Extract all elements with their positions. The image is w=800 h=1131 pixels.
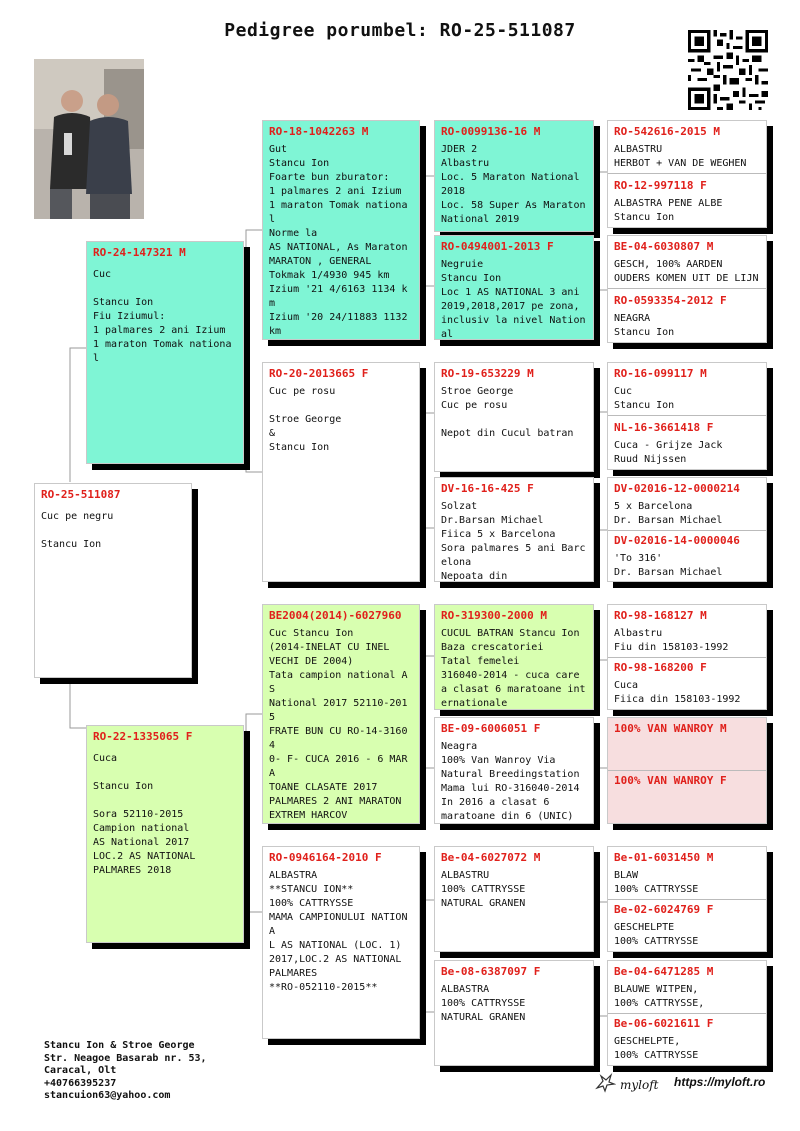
ggg-sire-entry[interactable] xyxy=(614,851,762,897)
pigeon-ring-id: Be-06-6021611 F xyxy=(614,1017,714,1030)
great-grandparent-card[interactable] xyxy=(434,960,594,1066)
pigeon-description: BLAUWE WITPEN, 100% CATTRYSSE, xyxy=(614,984,705,1009)
pigeon-ring-id: RO-25-511087 xyxy=(41,488,121,501)
pigeon-ring-id: RO-24-147321 M xyxy=(93,246,186,259)
ggg-sire-entry[interactable] xyxy=(614,609,762,655)
pigeon-description: ALBASTRA PENE ALBE Stancu Ion xyxy=(614,198,723,223)
ggg-dam-entry[interactable] xyxy=(614,903,762,949)
pigeon-description: GESCHELPTE, 100% CATTRYSSE xyxy=(614,1036,699,1061)
pigeon-ring-id: RO-98-168200 F xyxy=(614,661,707,674)
pigeon-ring-id: NL-16-3661418 F xyxy=(614,421,714,434)
pigeon-description: Negruie Stancu Ion Loc 1 AS NATIONAL 3 ani 2019,2018,2017 pe zona, inclusiv la nivel Nation al xyxy=(441,259,586,340)
pair-divider xyxy=(608,530,766,531)
myloft-bird-logo-icon xyxy=(594,1072,616,1098)
pigeon-ring-id: RO-20-2013665 F xyxy=(269,367,369,380)
great-grandparent-card[interactable] xyxy=(434,120,594,232)
ggg-pair-card[interactable] xyxy=(607,717,767,824)
ggg-dam-entry[interactable] xyxy=(614,774,762,792)
pigeon-ring-id: Be-02-6024769 F xyxy=(614,903,714,916)
grandparent-card[interactable] xyxy=(262,362,420,582)
pigeon-description: ALBASTRU HERBOT + VAN DE WEGHEN xyxy=(614,144,747,169)
pigeon-description: Cuca Fiica din 158103-1992 xyxy=(614,680,741,705)
pigeon-description: Albastru Fiu din 158103-1992 xyxy=(614,628,729,653)
pigeon-ring-id: Be-01-6031450 M xyxy=(614,851,714,864)
dam-card[interactable] xyxy=(86,725,244,943)
pigeon-description: 'To 316' Dr. Barsan Michael xyxy=(614,553,723,578)
pigeon-description: GESCH, 100% AARDEN OUDERS KOMEN UIT DE LIJN xyxy=(614,259,759,284)
myloft-logo xyxy=(594,1072,658,1098)
ggg-dam-entry[interactable] xyxy=(614,1017,762,1063)
pigeon-ring-id: RO-22-1335065 F xyxy=(93,730,193,743)
pigeon-ring-id: BE-04-6030807 M xyxy=(614,240,714,253)
pigeon-description: Cuc Stancu Ion Fiu Iziumul: 1 palmares 2 ani Izium 1 maraton Tomak national xyxy=(93,269,232,364)
pigeon-description: ALBASTRA 100% CATTRYSSE NATURAL GRANEN xyxy=(441,984,526,1023)
ggg-sire-entry[interactable] xyxy=(614,965,762,1011)
pigeon-ring-id: Be-08-6387097 F xyxy=(441,965,541,978)
ggg-pair-card[interactable] xyxy=(607,362,767,470)
ggg-sire-entry[interactable] xyxy=(614,125,762,171)
pigeon-ring-id: DV-02016-12-0000214 xyxy=(614,482,740,495)
pigeon-description: JDER 2 Albastru Loc. 5 Maraton National 2018 Loc. 58 Super As Maraton National 2019 xyxy=(441,144,586,225)
pigeon-description: NEAGRA Stancu Ion xyxy=(614,313,675,338)
pigeon-description: Stroe George Cuc pe rosu Nepot din Cucul batran xyxy=(441,386,574,439)
pigeon-description: GESCHELPTE 100% CATTRYSSE xyxy=(614,922,699,947)
ggg-pair-card[interactable] xyxy=(607,960,767,1066)
ggg-pair-card[interactable] xyxy=(607,604,767,710)
ggg-dam-entry[interactable] xyxy=(614,179,762,225)
pigeon-description: CUCUL BATRAN Stancu Ion Baza crescatoriei Tatal femelei 316040-2014 - cuca care a clasat 6 maratoane int ernationale xyxy=(441,628,586,709)
qr-code-icon xyxy=(688,30,768,110)
pigeon-description: Cuca Stancu Ion Sora 52110-2015 Campion national AS National 2017 LOC.2 AS NATIONAL PALMARES 2018 xyxy=(93,753,196,876)
pigeon-description: BLAW 100% CATTRYSSE xyxy=(614,870,699,895)
pair-divider xyxy=(608,415,766,416)
great-grandparent-card[interactable] xyxy=(434,235,594,340)
pigeon-description: Cuc Stancu Ion (2014-INELAT CU INEL VECHI DE 2004) Tata campion national AS National 2017 52110-2015 FRATE BUN CU RO-14-31604 0- F- CUCA 2016 - 6 MARA TOANE CLASATE 2017 PALMARES 2 ANI MARATON EXTREM HARCOV xyxy=(269,628,408,821)
breeder-contact: Stancu Ion & Stroe George Str. Neagoe Basarab nr. 53, Caracal, Olt +40766395237 stancuion63@yahoo.com xyxy=(44,1040,207,1101)
pigeon-description: Neagra 100% Van Wanroy Via Natural Breedingstation Mama lui RO-316040-2014 In 2016 a clasat 6 maratoane din 6 (UNIC) xyxy=(441,741,580,822)
logo-text: myloft xyxy=(620,1078,659,1092)
pigeon-ring-id: RO-98-168127 M xyxy=(614,609,707,622)
pair-divider xyxy=(608,657,766,658)
great-grandparent-card[interactable] xyxy=(434,604,594,710)
pigeon-ring-id: 100% VAN WANROY M xyxy=(614,722,727,735)
pigeon-ring-id: 100% VAN WANROY F xyxy=(614,774,727,787)
great-grandparent-card[interactable] xyxy=(434,362,594,472)
pigeon-ring-id: DV-02016-14-0000046 xyxy=(614,534,740,547)
ggg-pair-card[interactable] xyxy=(607,846,767,952)
ggg-sire-entry[interactable] xyxy=(614,240,762,286)
ggg-sire-entry[interactable] xyxy=(614,722,762,740)
pigeon-ring-id: RO-12-997118 F xyxy=(614,179,707,192)
ggg-pair-card[interactable] xyxy=(607,235,767,343)
great-grandparent-card[interactable] xyxy=(434,717,594,824)
pigeon-ring-id: BE-09-6006051 F xyxy=(441,722,541,735)
pair-divider xyxy=(608,899,766,900)
ggg-sire-entry[interactable] xyxy=(614,482,762,528)
pigeon-ring-id: RO-542616-2015 M xyxy=(614,125,720,138)
ggg-pair-card[interactable] xyxy=(607,120,767,228)
pigeon-ring-id: RO-19-653229 M xyxy=(441,367,534,380)
subject-card[interactable] xyxy=(34,483,192,678)
owner-photo xyxy=(34,59,144,219)
page-title: Pedigree porumbel: RO-25-511087 xyxy=(224,20,576,41)
pigeon-ring-id: BE2004(2014)-6027960 xyxy=(269,609,402,622)
ggg-dam-entry[interactable] xyxy=(614,534,762,580)
pigeon-ring-id: DV-16-16-425 F xyxy=(441,482,534,495)
pigeon-description: 5 x Barcelona Dr. Barsan Michael xyxy=(614,501,723,526)
great-grandparent-card[interactable] xyxy=(434,477,594,582)
pigeon-description: Cuc pe rosu Stroe George & Stancu Ion xyxy=(269,386,342,453)
pigeon-ring-id: Be-04-6471285 M xyxy=(614,965,714,978)
pair-divider xyxy=(608,288,766,289)
pigeon-ring-id: RO-0099136-16 M xyxy=(441,125,541,138)
pigeon-ring-id: RO-16-099117 M xyxy=(614,367,707,380)
pigeon-ring-id: Be-04-6027072 M xyxy=(441,851,541,864)
pair-divider xyxy=(608,1013,766,1014)
ggg-dam-entry[interactable] xyxy=(614,294,762,340)
grandparent-card[interactable] xyxy=(262,120,420,340)
pigeon-ring-id: RO-0946164-2010 F xyxy=(269,851,382,864)
pigeon-ring-id: RO-319300-2000 M xyxy=(441,609,547,622)
pigeon-ring-id: RO-0494001-2013 F xyxy=(441,240,554,253)
ggg-dam-entry[interactable] xyxy=(614,421,762,467)
great-grandparent-card[interactable] xyxy=(434,846,594,952)
ggg-sire-entry[interactable] xyxy=(614,367,762,413)
pigeon-description: Gut Stancu Ion Foarte bun zburator: 1 palmares 2 ani Izium 1 maraton Tomak national Norme la AS NATIONAL, As Maraton MARATON , GENERAL Tokmak 1/4930 945 km Izium '21 4/6163 1134 km Izium '20 24/11883 1132 km xyxy=(269,144,408,337)
pair-divider xyxy=(608,173,766,174)
grandparent-card[interactable] xyxy=(262,846,420,1039)
grandparent-card[interactable] xyxy=(262,604,420,824)
pair-divider xyxy=(608,770,766,771)
pigeon-ring-id: RO-0593354-2012 F xyxy=(614,294,727,307)
sire-card[interactable] xyxy=(86,241,244,464)
pigeon-description: Cuc pe negru Stancu Ion xyxy=(41,511,114,550)
pigeon-description: Cuca - Grijze Jack Ruud Nijssen xyxy=(614,440,723,465)
pigeon-description: Solzat Dr.Barsan Michael Fiica 5 x Barcelona Sora palmares 5 ani Barc elona Nepoata din xyxy=(441,501,586,582)
pigeon-description: ALBASTRA **STANCU ION** 100% CATTRYSSE MAMA CAMPIONULUI NATIONA L AS NATIONAL (LOC. 1) 2017,LOC.2 AS NATIONAL PALMARES **RO-052110-2015** xyxy=(269,870,408,993)
ggg-pair-card[interactable] xyxy=(607,477,767,582)
pigeon-description: Cuc Stancu Ion xyxy=(614,386,675,411)
pigeon-description: ALBASTRU 100% CATTRYSSE NATURAL GRANEN xyxy=(441,870,526,909)
ggg-dam-entry[interactable] xyxy=(614,661,762,707)
pigeon-ring-id: RO-18-1042263 M xyxy=(269,125,369,138)
website-link[interactable]: https://myloft.ro xyxy=(674,1075,766,1089)
